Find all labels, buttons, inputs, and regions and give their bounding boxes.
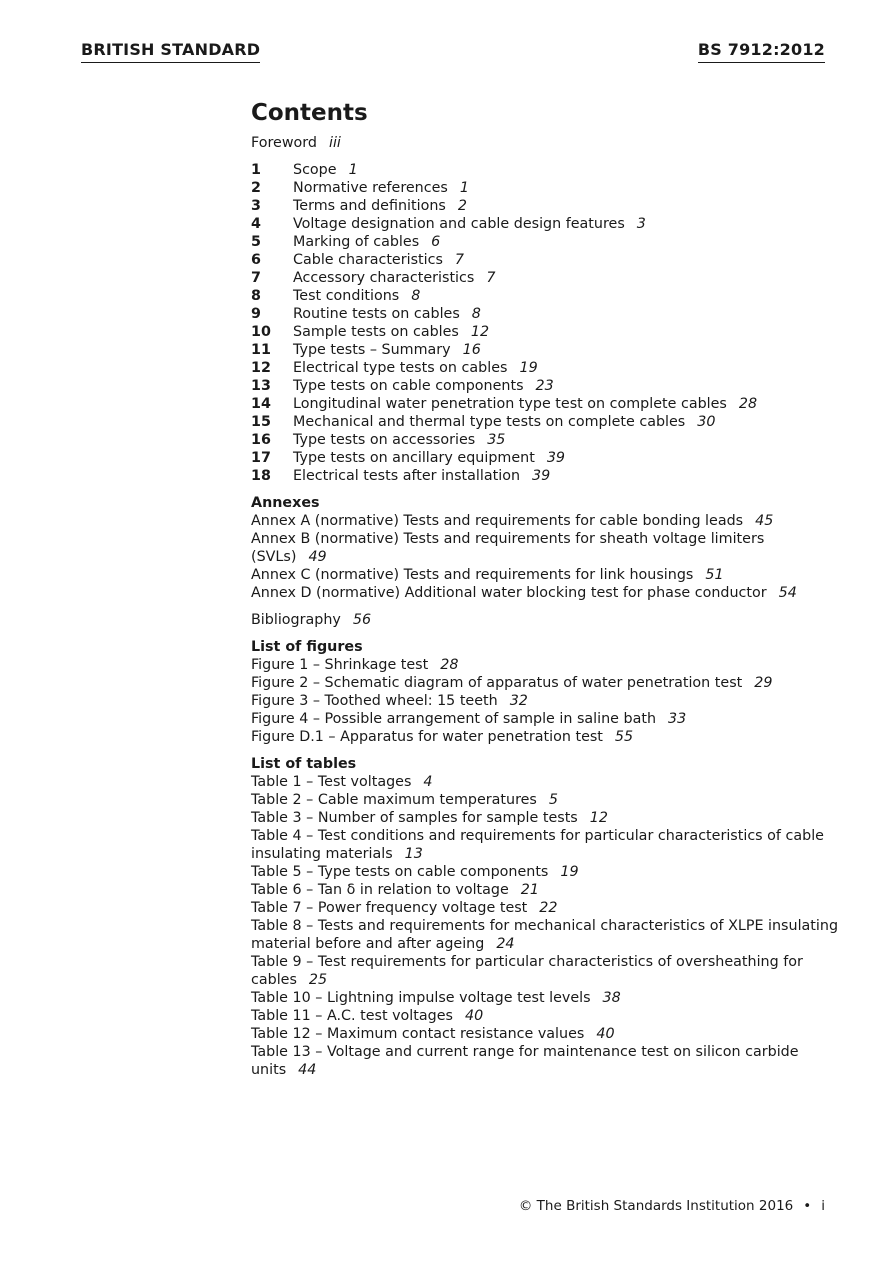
entry-label: Table 11 – A.C. test voltages: [251, 1008, 453, 1024]
clause-number: 15: [251, 414, 271, 430]
entry-label: Table 4 – Test conditions and requirements for particular characteristics of cable insulating materials: [251, 828, 824, 862]
table-entry[interactable]: [251, 899, 841, 917]
entry-label: Bibliography: [251, 612, 341, 628]
page-title: Contents: [251, 100, 368, 126]
clause-entry[interactable]: [251, 431, 841, 449]
table-entry[interactable]: [251, 881, 841, 899]
entry-page: 44: [298, 1062, 317, 1078]
clause-number: 1: [251, 162, 261, 178]
clause-entry[interactable]: [251, 287, 841, 305]
annex-entry[interactable]: [251, 566, 841, 584]
entry-page: 1: [459, 180, 469, 196]
entry-page: 8: [471, 306, 481, 322]
entry-label: Mechanical and thermal type tests on complete cables: [293, 414, 686, 430]
entry-page: 33: [668, 711, 687, 727]
clause-entry[interactable]: [251, 359, 841, 377]
entry-page: 51: [705, 567, 724, 583]
copyright-text: © The British Standards Institution 2016: [518, 1198, 794, 1214]
clause-text: [293, 287, 841, 305]
entry-page: 30: [697, 414, 716, 430]
entry-page: 13: [404, 846, 423, 862]
clause-entry[interactable]: [251, 215, 841, 233]
clause-number: 4: [251, 216, 261, 232]
entry-page: 56: [352, 612, 372, 628]
entry-label: Annex C (normative) Tests and requirements for link housings: [251, 567, 694, 583]
entry-page: 45: [755, 513, 774, 529]
clause-entry[interactable]: [251, 467, 841, 485]
entry-page: 28: [440, 657, 459, 673]
clause-text: [293, 413, 841, 431]
entry-page: 35: [487, 432, 506, 448]
entry-label: Table 9 – Test requirements for particular characteristics of oversheathing for cables: [251, 954, 803, 988]
entry-page: 16: [462, 342, 481, 358]
figure-list: [251, 656, 841, 746]
clause-text: [293, 359, 841, 377]
entry-label: Table 12 – Maximum contact resistance values: [251, 1026, 585, 1042]
entry-page: 38: [602, 990, 621, 1006]
clause-list: [251, 161, 841, 485]
entry-label: Table 2 – Cable maximum temperatures: [251, 792, 537, 808]
clause-text: [293, 179, 841, 197]
bullet-separator: •: [803, 1198, 812, 1214]
clause-entry[interactable]: [251, 377, 841, 395]
entry-page: 19: [519, 360, 538, 376]
foreword-entry[interactable]: [251, 134, 841, 152]
clause-entry[interactable]: [251, 413, 841, 431]
annex-entry[interactable]: [251, 530, 841, 566]
entry-label: Terms and definitions: [293, 198, 446, 214]
clause-number: 14: [251, 396, 271, 412]
entry-page: 8: [411, 288, 421, 304]
clause-text: [293, 161, 841, 179]
clause-number: 18: [251, 468, 271, 484]
entry-label: Normative references: [293, 180, 448, 196]
table-entry[interactable]: [251, 1025, 841, 1043]
entry-label: Figure 2 – Schematic diagram of apparatus of water penetration test: [251, 675, 743, 691]
entry-page: 6: [431, 234, 441, 250]
figures-section: [251, 638, 841, 746]
clause-number: 9: [251, 306, 261, 322]
annex-entry[interactable]: [251, 584, 841, 602]
annex-list: [251, 512, 841, 602]
clause-number: 5: [251, 234, 261, 250]
clause-number: 17: [251, 450, 271, 466]
entry-page: 40: [596, 1026, 615, 1042]
clause-number: 11: [251, 342, 271, 358]
clause-entry[interactable]: [251, 395, 841, 413]
entry-label: Sample tests on cables: [293, 324, 459, 340]
clause-text: [293, 449, 841, 467]
page-number: i: [821, 1198, 825, 1214]
entry-label: Figure 3 – Toothed wheel: 15 teeth: [251, 693, 498, 709]
entry-label: Annex A (normative) Tests and requirements for cable bonding leads: [251, 513, 744, 529]
entry-page: 54: [778, 585, 797, 601]
clause-number: 16: [251, 432, 271, 448]
entry-page: 29: [754, 675, 773, 691]
entry-page: iii: [328, 135, 341, 151]
entry-page: 12: [470, 324, 490, 340]
clause-text: [293, 377, 841, 395]
entry-label: Type tests on accessories: [293, 432, 476, 448]
clause-number: 2: [251, 180, 261, 196]
clause-number: 3: [251, 198, 261, 214]
clause-text: [293, 431, 841, 449]
entry-page: 55: [614, 729, 634, 745]
clause-text: [293, 395, 841, 413]
figure-entry[interactable]: [251, 692, 841, 710]
contents-section: [251, 98, 841, 1079]
clause-entry[interactable]: [251, 161, 841, 179]
figure-entry[interactable]: [251, 710, 841, 728]
entry-page: 7: [486, 270, 496, 286]
entry-label: Table 10 – Lightning impulse voltage test levels: [251, 990, 591, 1006]
entry-page: 49: [308, 549, 327, 565]
entry-label: Table 7 – Power frequency voltage test: [251, 900, 528, 916]
clause-entry[interactable]: [251, 251, 841, 269]
tables-heading: List of tables: [251, 756, 357, 772]
clause-entry[interactable]: [251, 269, 841, 287]
entry-label: Electrical type tests on cables: [293, 360, 508, 376]
entry-label: Table 3 – Number of samples for sample tests: [251, 810, 578, 826]
table-entry[interactable]: [251, 773, 841, 791]
header-left: BRITISH STANDARD: [81, 40, 260, 63]
entry-page: 4: [423, 774, 433, 790]
clause-text: [293, 215, 841, 233]
entry-page: 12: [589, 810, 608, 826]
entry-label: Annex D (normative) Additional water blocking test for phase conductor: [251, 585, 767, 601]
footer: [519, 1198, 825, 1214]
entry-label: Longitudinal water penetration type test on complete cables: [293, 396, 727, 412]
entry-label: Electrical tests after installation: [293, 468, 521, 484]
annex-entry[interactable]: [251, 512, 841, 530]
table-entry[interactable]: [251, 989, 841, 1007]
entry-label: Routine tests on cables: [293, 306, 460, 322]
clause-text: [293, 197, 841, 215]
clause-entry[interactable]: [251, 449, 841, 467]
entry-page: 1: [348, 162, 358, 178]
figures-heading: List of figures: [251, 639, 363, 655]
table-entry[interactable]: [251, 791, 841, 809]
entry-label: Figure 1 – Shrinkage test: [251, 657, 429, 673]
entry-label: Type tests on cable components: [293, 378, 524, 394]
entry-label: Type tests on ancillary equipment: [293, 450, 535, 466]
clause-number: 6: [251, 252, 261, 268]
entry-label: Scope: [293, 162, 337, 178]
entry-page: 22: [539, 900, 558, 916]
clause-entry[interactable]: [251, 323, 841, 341]
entry-page: 24: [496, 936, 515, 952]
entry-page: 28: [738, 396, 758, 412]
entry-label: Figure D.1 – Apparatus for water penetration test: [251, 729, 603, 745]
figure-entry[interactable]: [251, 674, 841, 692]
entry-label: Test conditions: [293, 288, 400, 304]
entry-page: 40: [464, 1008, 484, 1024]
annexes-section: [251, 494, 841, 602]
entry-page: 5: [548, 792, 558, 808]
table-list: [251, 773, 841, 1079]
bibliography-entry[interactable]: [251, 611, 841, 629]
entry-label: Marking of cables: [293, 234, 420, 250]
clause-number: 10: [251, 324, 271, 340]
table-entry[interactable]: [251, 1043, 841, 1079]
entry-label: Foreword: [251, 135, 317, 151]
entry-label: Table 6 – Tan δ in relation to voltage: [251, 882, 509, 898]
entry-label: Accessory characteristics: [293, 270, 475, 286]
clause-text: [293, 341, 841, 359]
clause-number: 8: [251, 288, 261, 304]
clause-number: 12: [251, 360, 271, 376]
entry-label: Table 1 – Test voltages: [251, 774, 412, 790]
table-entry[interactable]: [251, 917, 841, 953]
entry-label: Voltage designation and cable design features: [293, 216, 625, 232]
figure-entry[interactable]: [251, 728, 841, 746]
clause-number: 13: [251, 378, 271, 394]
entry-page: 32: [509, 693, 528, 709]
annexes-heading: Annexes: [251, 495, 320, 511]
clause-entry[interactable]: [251, 305, 841, 323]
entry-page: 7: [454, 252, 465, 268]
entry-label: Table 13 – Voltage and current range for maintenance test on silicon carbide units: [251, 1044, 799, 1078]
clause-entry[interactable]: [251, 197, 841, 215]
entry-page: 3: [636, 216, 646, 232]
entry-page: 19: [560, 864, 579, 880]
clause-text: [293, 323, 841, 341]
tables-section: [251, 755, 841, 1079]
table-entry[interactable]: [251, 809, 841, 827]
entry-page: 23: [535, 378, 554, 394]
clause-text: [293, 467, 841, 485]
table-entry[interactable]: [251, 1007, 841, 1025]
table-entry[interactable]: [251, 827, 841, 863]
clause-text: [293, 251, 841, 269]
table-entry[interactable]: [251, 953, 841, 989]
clause-entry[interactable]: [251, 179, 841, 197]
entry-page: 39: [532, 468, 551, 484]
entry-label: Table 5 – Type tests on cable components: [251, 864, 549, 880]
entry-page: 21: [520, 882, 539, 898]
figure-entry[interactable]: [251, 656, 841, 674]
entry-page: 39: [546, 450, 566, 466]
entry-label: Figure 4 – Possible arrangement of sample in saline bath: [251, 711, 657, 727]
entry-label: Type tests – Summary: [293, 342, 451, 358]
header-right: BS 7912:2012: [698, 40, 825, 63]
clause-text: [293, 305, 841, 323]
entry-label: Annex B (normative) Tests and requirements for sheath voltage limiters (SVLs): [251, 531, 765, 565]
entry-page: 2: [457, 198, 467, 214]
clause-entry[interactable]: [251, 341, 841, 359]
entry-page: 25: [308, 972, 328, 988]
entry-label: Cable characteristics: [293, 252, 443, 268]
entry-label: Table 8 – Tests and requirements for mechanical characteristics of XLPE insulating material before and after ageing: [251, 918, 839, 952]
clause-entry[interactable]: [251, 233, 841, 251]
clause-text: [293, 233, 841, 251]
clause-number: 7: [251, 270, 261, 286]
clause-text: [293, 269, 841, 287]
table-entry[interactable]: [251, 863, 841, 881]
